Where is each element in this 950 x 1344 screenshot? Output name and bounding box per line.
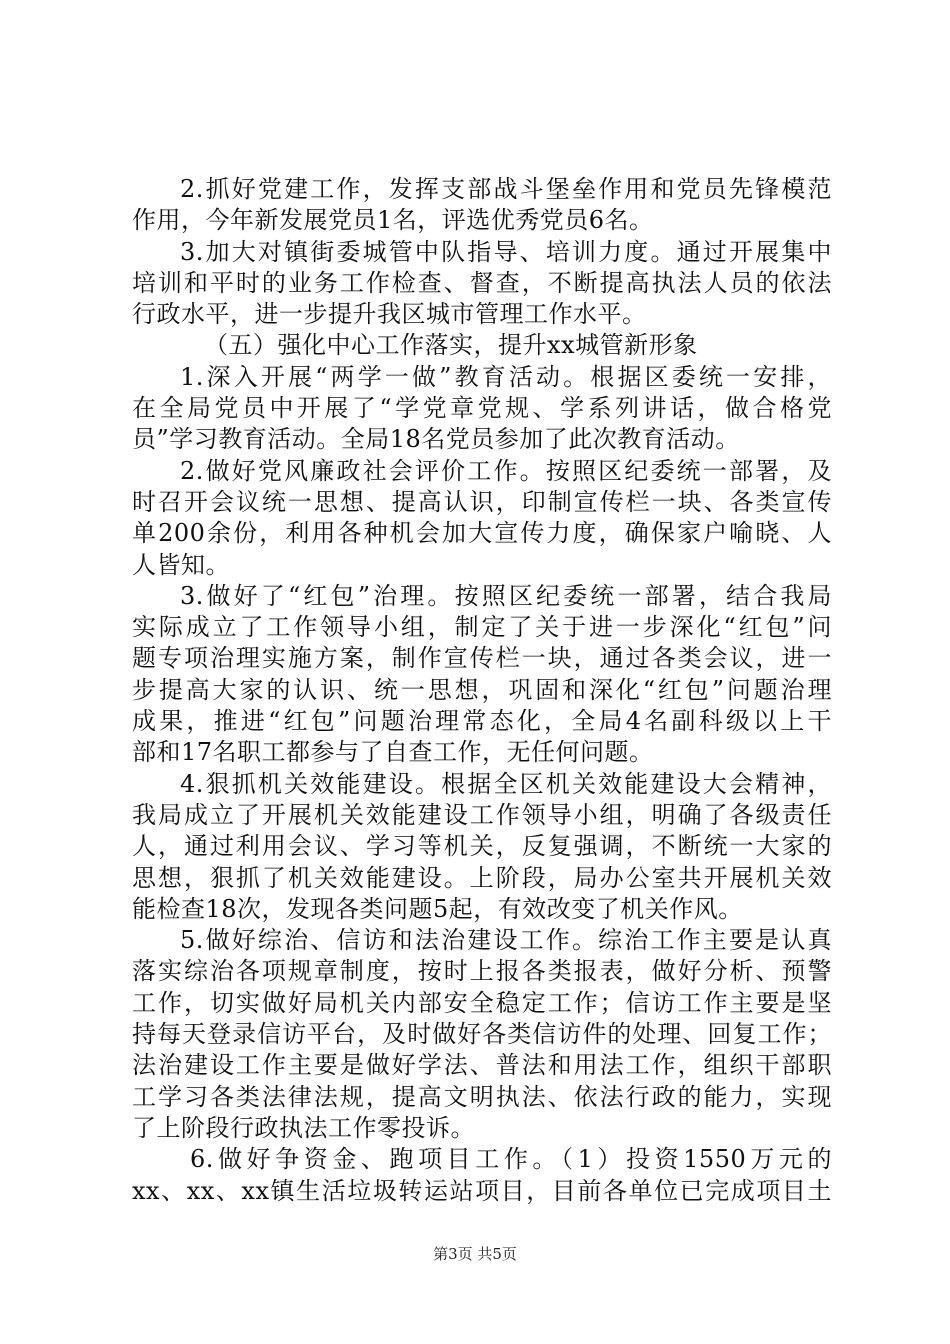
text-line: 法治建设工作主要是做好学法、普法和用法工作，组织干部职 [132,1051,832,1080]
text-line: 实际成立了工作领导小组，制定了关于进一步深化“红包”问 [132,613,832,642]
text-line: 4.狠抓机关效能建设。根据全区机关效能建设大会精神， [180,769,832,798]
text-line: 了上阶段行政执法工作零投诉。 [132,1113,475,1142]
text-line: 能检查18次，发现各类问题5起，有效改变了机关作风。 [132,894,743,923]
text-line: 时召开会议统一思想、提高认识，印制宣传栏一块、各类宣传 [132,487,832,516]
text-line: 人，通过利用会议、学习等机关，反复强调，不断统一大家的 [132,832,832,861]
text-line: 3.加大对镇街委城管中队指导、培训力度。通过开展集中 [180,237,832,266]
text-line: 2.做好党风廉政社会评价工作。按照区纪委统一部署，及 [180,456,832,485]
text-line: 工作，切实做好局机关内部安全稳定工作；信访工作主要是坚 [132,988,832,1017]
text-line: 成果，推进“红包”问题治理常态化，全局4名副科级以上干 [132,707,832,736]
document-body [132,174,832,1207]
text-line: 单200余份，利用各种机会加大宣传力度，确保家户喻晓、人 [132,519,832,548]
text-line: 5.做好综治、信访和法治建设工作。综治工作主要是认真 [180,926,832,955]
text-line: 行政水平，进一步提升我区城市管理工作水平。 [132,300,647,329]
page-number: 第3页 共5页 [433,1245,517,1263]
text-line: 工学习各类法律法规，提高文明执法、依法行政的能力，实现 [132,1082,832,1111]
text-line: xx、xx、xx镇生活垃圾转运站项目，目前各单位已完成项目土 [132,1176,832,1205]
text-line: 2.抓好党建工作，发挥支部战斗堡垒作用和党员先锋模范 [180,175,832,203]
text-line: 1.深入开展“两学一做”教育活动。根据区委统一安排， [180,362,832,391]
text-line: 6.做好争资金、跑项目工作。（1）投资1550万元的 [190,1145,832,1174]
text-line: 我局成立了开展机关效能建设工作领导小组，明确了各级责任 [132,800,832,829]
text-line: 员”学习教育活动。全局18名党员参加了此次教育活动。 [132,425,740,454]
text-line: 部和17名职工都参与了自查工作，无任何问题。 [132,738,654,767]
text-line: 落实综治各项规章制度，按时上报各类报表，做好分析、预警 [132,957,832,986]
text-line: 作用，今年新发展党员1名，评选优秀党员6名。 [132,206,654,235]
text-line: 在全局党员中开展了“学党章党规、学系列讲话，做合格党 [132,394,832,423]
text-line: 思想，狠抓了机关效能建设。上阶段，局办公室共开展机关效 [132,863,832,892]
text-line: 题专项治理实施方案，制作宣传栏一块，通过各类会议，进一 [132,644,832,673]
text-line: 3.做好了“红包”治理。按照区纪委统一部署，结合我局 [180,581,832,610]
text-line: 步提高大家的认识、统一思想，巩固和深化“红包”问题治理 [132,675,832,704]
text-line: 培训和平时的业务工作检查、督查，不断提高执法人员的依法 [132,268,832,297]
section-heading: （五）强化中心工作落实，提升xx城管新形象 [204,331,698,360]
text-line: 人皆知。 [132,550,230,579]
text-line: 持每天登录信访平台，及时做好各类信访件的处理、回复工作； [132,1020,832,1049]
